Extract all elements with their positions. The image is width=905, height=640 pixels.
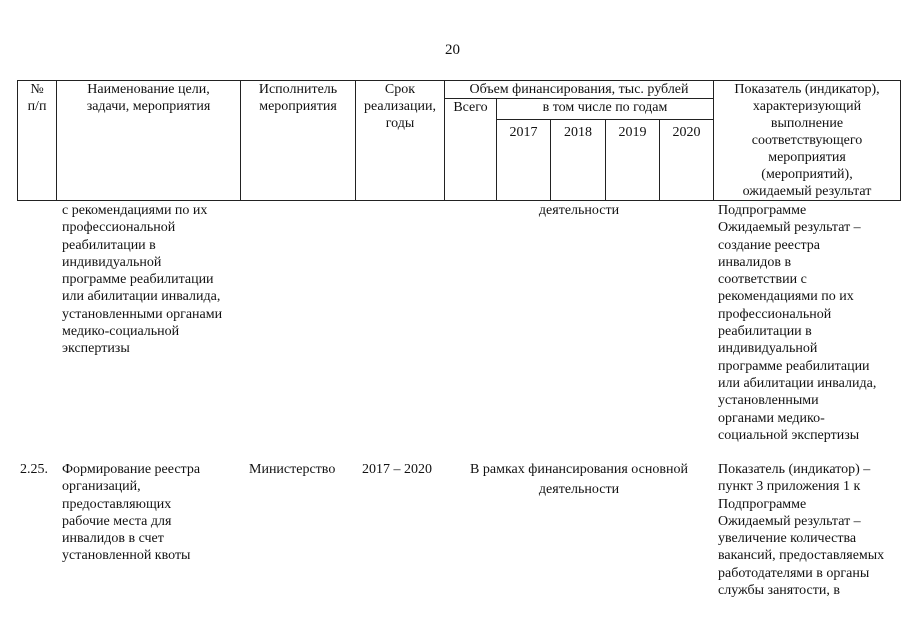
header-indicator: Показатель (индикатор), характеризующий выполнение соответствующего мероприятия (мероприятий), ожидаемый результат [734,82,880,199]
header-bottom-border [17,200,901,201]
header-name: Наименование цели, задачи, мероприятия [86,82,211,114]
header-year: 2018 [564,125,592,140]
row-funding-cell: В рамках финансирования основной деятельности [470,462,688,497]
row-name-cell: Формирование реестра организаций, предоставляющих рабочие места для инвалидов в счет установленной квоты [62,462,201,564]
header-term: Срок реализации, годы [364,82,436,131]
row-funding-cell: деятельности [538,203,620,218]
header-total: Всего [453,100,488,115]
header-year: 2019 [618,125,647,140]
header-executor: Исполнитель мероприятия [258,82,338,114]
row-number: 2.25. [20,462,48,477]
header-year: 2020 [672,125,701,140]
row-indicator-cell: Показатель (индикатор) – пункт 3 приложения 1 к Подпрограмме Ожидаемый результат – увеличение количества вакансий, предоставляемых работодателями в органы службы занятости, в [718,462,885,599]
header-year: 2017 [509,125,538,140]
row-term: 2017 – 2020 [362,462,432,477]
header-num: № п/п [27,82,47,114]
page-number: 20 [445,42,460,58]
row-executor: Министерство [249,462,336,477]
header-by-years: в том числе по годам [542,100,668,115]
header-funding: Объем финансирования, тыс. рублей [469,82,689,97]
row-name-cell: с рекомендациями по их профессиональной реабилитации в индивидуальной программе реабилитации или абилитации инвалида, установленными органами медико-социальной экспертизы [62,203,223,357]
row-indicator-cell: Подпрограмме Ожидаемый результат – создание реестра инвалидов в соответствии с рекомендациями по их профессиональной реабилитации в индивидуальной программе реабилитации или абилитации инвалида, установленными органами медико- социальной экспертизы [718,203,877,443]
